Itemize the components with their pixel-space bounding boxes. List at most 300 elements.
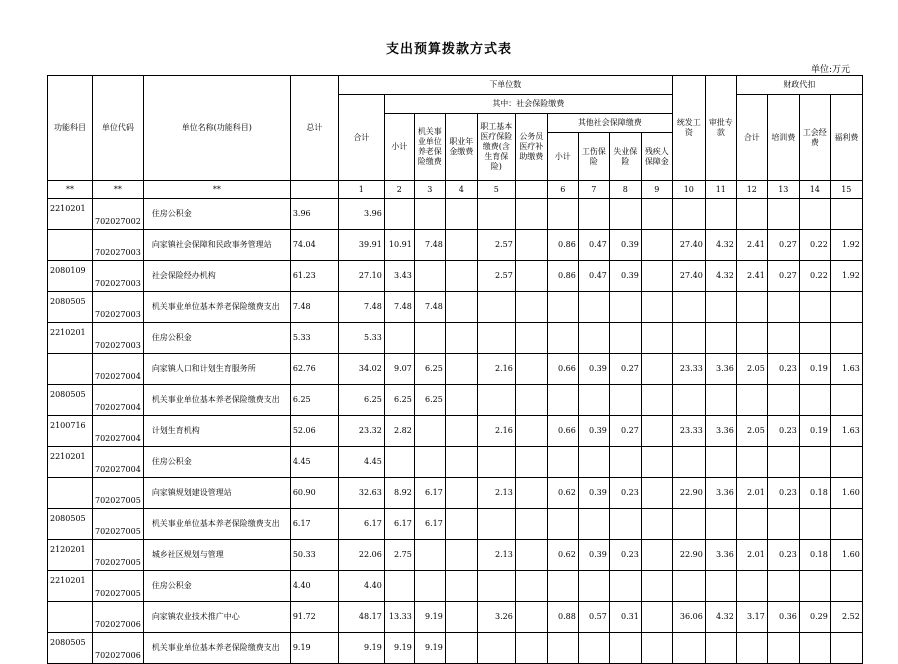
value-cell: 0.39 — [578, 416, 609, 447]
total-cell: 5.33 — [290, 323, 338, 354]
value-cell — [414, 416, 445, 447]
value-cell — [384, 571, 414, 602]
value-cell — [641, 509, 672, 540]
unit-name-cell: 住房公积金 — [143, 323, 290, 354]
table-row — [48, 571, 863, 602]
value-cell — [736, 292, 767, 323]
total-cell: 6.25 — [290, 385, 338, 416]
total-cell: 74.04 — [290, 230, 338, 261]
value-cell: 3.36 — [705, 540, 736, 571]
value-cell: 3.36 — [705, 478, 736, 509]
value-cell: 2.13 — [477, 478, 515, 509]
total-cell: 52.06 — [290, 416, 338, 447]
value-cell — [445, 478, 477, 509]
header-injury: 工伤保险 — [578, 133, 609, 181]
value-cell: 0.62 — [547, 478, 578, 509]
func-subject-cell: 2210201 — [48, 199, 93, 230]
value-cell — [515, 354, 547, 385]
value-cell: 2.13 — [477, 540, 515, 571]
value-cell — [736, 323, 767, 354]
value-cell — [705, 292, 736, 323]
column-number: 11 — [705, 181, 736, 199]
value-cell — [799, 447, 830, 478]
value-cell: 1.92 — [830, 261, 862, 292]
column-number: ** — [48, 181, 93, 199]
value-cell: 0.86 — [547, 230, 578, 261]
unit-name-cell: 城乡社区规划与管理 — [143, 540, 290, 571]
value-cell: 3.43 — [384, 261, 414, 292]
value-cell — [414, 261, 445, 292]
value-cell: 9.19 — [338, 633, 384, 664]
value-cell: 0.27 — [767, 261, 799, 292]
value-cell — [641, 416, 672, 447]
value-cell: 2.16 — [477, 416, 515, 447]
value-cell — [477, 199, 515, 230]
header-disabled: 残疾人保障金 — [641, 133, 672, 181]
value-cell: 0.27 — [767, 230, 799, 261]
header-civil-medical: 公务员医疗补助缴费 — [515, 114, 547, 181]
value-cell — [384, 199, 414, 230]
value-cell — [578, 385, 609, 416]
column-number: 7 — [578, 181, 609, 199]
value-cell: 2.57 — [477, 261, 515, 292]
value-cell: 34.02 — [338, 354, 384, 385]
value-cell — [641, 602, 672, 633]
value-cell: 9.19 — [384, 633, 414, 664]
value-cell — [799, 323, 830, 354]
value-cell: 22.06 — [338, 540, 384, 571]
unit-code-cell: 702027003 — [93, 230, 144, 261]
value-cell — [736, 509, 767, 540]
unit-name-cell: 机关事业单位基本养老保险缴费支出 — [143, 509, 290, 540]
value-cell: 2.52 — [830, 602, 862, 633]
budget-table — [47, 75, 863, 664]
value-cell — [799, 292, 830, 323]
value-cell: 7.48 — [414, 230, 445, 261]
header-fiscal-total: 合计 — [736, 95, 767, 181]
value-cell — [477, 447, 515, 478]
header-welfare: 福利费 — [830, 95, 862, 181]
value-cell: 0.19 — [799, 354, 830, 385]
header-fiscal: 财政代扣 — [736, 76, 862, 95]
value-cell — [477, 385, 515, 416]
value-cell — [705, 571, 736, 602]
unit-code-cell: 702027006 — [93, 633, 144, 664]
value-cell — [515, 540, 547, 571]
value-cell: 4.40 — [338, 571, 384, 602]
value-cell — [672, 292, 705, 323]
value-cell — [445, 199, 477, 230]
value-cell: 4.45 — [338, 447, 384, 478]
value-cell — [445, 633, 477, 664]
value-cell — [515, 385, 547, 416]
value-cell: 2.16 — [477, 354, 515, 385]
value-cell — [515, 323, 547, 354]
unit-name-cell: 向家镇农业技术推广中心 — [143, 602, 290, 633]
value-cell — [767, 292, 799, 323]
total-cell: 4.45 — [290, 447, 338, 478]
value-cell — [830, 323, 862, 354]
value-cell — [578, 447, 609, 478]
value-cell — [547, 447, 578, 478]
value-cell — [767, 509, 799, 540]
unit-code-cell: 702027003 — [93, 261, 144, 292]
value-cell — [445, 447, 477, 478]
value-cell — [736, 447, 767, 478]
column-number: 3 — [414, 181, 445, 199]
value-cell: 1.63 — [830, 416, 862, 447]
value-cell: 27.40 — [672, 261, 705, 292]
value-cell — [767, 571, 799, 602]
value-cell: 22.90 — [672, 478, 705, 509]
value-cell — [830, 199, 862, 230]
unit-label: 单位:万元 — [810, 65, 850, 75]
header-wage: 统发工资 — [672, 76, 705, 181]
value-cell — [799, 509, 830, 540]
value-cell — [477, 571, 515, 602]
page-title: 支出预算拨款方式表 — [385, 42, 512, 57]
value-cell: 6.25 — [414, 354, 445, 385]
value-cell — [609, 633, 641, 664]
unit-code-cell: 702027005 — [93, 540, 144, 571]
value-cell — [830, 509, 862, 540]
value-cell — [705, 509, 736, 540]
unit-name-cell: 社会保险经办机构 — [143, 261, 290, 292]
value-cell: 2.57 — [477, 230, 515, 261]
value-cell — [672, 633, 705, 664]
column-number: ** — [93, 181, 144, 199]
value-cell: 1.92 — [830, 230, 862, 261]
value-cell — [641, 323, 672, 354]
value-cell: 2.41 — [736, 261, 767, 292]
value-cell: 0.88 — [547, 602, 578, 633]
column-number: 8 — [609, 181, 641, 199]
func-subject-cell — [48, 354, 93, 385]
value-cell — [705, 323, 736, 354]
value-cell: 0.31 — [609, 602, 641, 633]
value-cell — [445, 230, 477, 261]
column-number: 6 — [547, 181, 578, 199]
column-number: 13 — [767, 181, 799, 199]
value-cell — [672, 199, 705, 230]
value-cell: 0.27 — [609, 354, 641, 385]
total-cell: 4.40 — [290, 571, 338, 602]
value-cell — [609, 323, 641, 354]
value-cell — [672, 571, 705, 602]
value-cell — [477, 633, 515, 664]
value-cell: 0.18 — [799, 478, 830, 509]
value-cell — [799, 571, 830, 602]
func-subject-cell: 2120201 — [48, 540, 93, 571]
value-cell — [547, 633, 578, 664]
value-cell: 13.33 — [384, 602, 414, 633]
unit-code-cell: 702027002 — [93, 199, 144, 230]
header-other-ss: 其他社会保障缴费 — [547, 114, 672, 133]
value-cell: 8.92 — [384, 478, 414, 509]
value-cell — [767, 199, 799, 230]
column-number: ** — [143, 181, 290, 199]
column-number: 15 — [830, 181, 862, 199]
value-cell — [547, 571, 578, 602]
total-cell: 50.33 — [290, 540, 338, 571]
value-cell — [445, 292, 477, 323]
value-cell — [641, 230, 672, 261]
value-cell: 0.36 — [767, 602, 799, 633]
value-cell: 4.32 — [705, 261, 736, 292]
value-cell: 0.29 — [799, 602, 830, 633]
unit-code-cell: 702027004 — [93, 416, 144, 447]
unit-code-cell: 702027005 — [93, 571, 144, 602]
total-cell: 7.48 — [290, 292, 338, 323]
unit-code-cell: 702027003 — [93, 292, 144, 323]
table-row — [48, 323, 863, 354]
value-cell — [641, 571, 672, 602]
value-cell: 6.17 — [338, 509, 384, 540]
value-cell — [445, 261, 477, 292]
value-cell: 2.41 — [736, 230, 767, 261]
header-func-subject: 功能科目 — [48, 76, 93, 181]
func-subject-cell: 2100716 — [48, 416, 93, 447]
total-cell: 6.17 — [290, 509, 338, 540]
header-union: 工会经费 — [799, 95, 830, 181]
unit-name-cell: 机关事业单位基本养老保险缴费支出 — [143, 292, 290, 323]
column-number: 9 — [641, 181, 672, 199]
value-cell: 4.32 — [705, 602, 736, 633]
table-row — [48, 447, 863, 478]
value-cell — [547, 199, 578, 230]
header-total: 总计 — [290, 76, 338, 181]
value-cell: 0.47 — [578, 230, 609, 261]
value-cell — [830, 571, 862, 602]
value-cell — [705, 633, 736, 664]
value-cell — [414, 540, 445, 571]
value-cell — [705, 447, 736, 478]
header-ss-subtotal: 小计 — [384, 114, 414, 181]
value-cell — [641, 292, 672, 323]
value-cell — [445, 323, 477, 354]
value-cell — [445, 540, 477, 571]
value-cell — [799, 633, 830, 664]
value-cell: 22.90 — [672, 540, 705, 571]
value-cell — [547, 509, 578, 540]
value-cell: 0.86 — [547, 261, 578, 292]
value-cell — [767, 633, 799, 664]
header-medical: 职工基本医疗保险缴费(含生育保险) — [477, 114, 515, 181]
value-cell — [414, 323, 445, 354]
table-row — [48, 633, 863, 664]
value-cell — [767, 323, 799, 354]
value-cell: 2.05 — [736, 416, 767, 447]
value-cell — [515, 416, 547, 447]
value-cell: 0.57 — [578, 602, 609, 633]
value-cell: 23.33 — [672, 416, 705, 447]
value-cell — [578, 633, 609, 664]
header-other-subtotal: 小计 — [547, 133, 578, 181]
value-cell: 10.91 — [384, 230, 414, 261]
table-row — [48, 540, 863, 571]
value-cell — [477, 509, 515, 540]
value-cell: 0.23 — [767, 478, 799, 509]
func-subject-cell: 2080505 — [48, 385, 93, 416]
header-unit-name: 单位名称(功能科目) — [143, 76, 290, 181]
value-cell — [736, 571, 767, 602]
value-cell: 0.62 — [547, 540, 578, 571]
func-subject-cell: 2210201 — [48, 447, 93, 478]
value-cell: 23.32 — [338, 416, 384, 447]
column-number: 5 — [477, 181, 515, 199]
value-cell — [515, 261, 547, 292]
unit-name-cell: 计划生育机构 — [143, 416, 290, 447]
value-cell: 4.32 — [705, 230, 736, 261]
value-cell — [609, 571, 641, 602]
value-cell — [578, 199, 609, 230]
table-row — [48, 478, 863, 509]
header-training: 培训费 — [767, 95, 799, 181]
value-cell — [641, 385, 672, 416]
value-cell — [547, 323, 578, 354]
func-subject-cell: 2210201 — [48, 323, 93, 354]
value-cell — [445, 602, 477, 633]
value-cell: 0.22 — [799, 230, 830, 261]
value-cell — [705, 199, 736, 230]
unit-name-cell: 住房公积金 — [143, 447, 290, 478]
table-row — [48, 292, 863, 323]
func-subject-cell: 2080505 — [48, 633, 93, 664]
value-cell: 3.36 — [705, 416, 736, 447]
value-cell — [609, 509, 641, 540]
unit-name-cell: 向家镇人口和计划生育服务所 — [143, 354, 290, 385]
value-cell: 2.05 — [736, 354, 767, 385]
value-cell — [445, 416, 477, 447]
column-number: 2 — [384, 181, 414, 199]
table-row — [48, 230, 863, 261]
value-cell: 3.36 — [705, 354, 736, 385]
value-cell: 0.23 — [609, 540, 641, 571]
value-cell: 6.25 — [384, 385, 414, 416]
value-cell: 0.39 — [578, 540, 609, 571]
value-cell — [445, 571, 477, 602]
unit-name-cell: 向家镇规划建设管理站 — [143, 478, 290, 509]
value-cell — [641, 633, 672, 664]
value-cell — [578, 292, 609, 323]
value-cell — [384, 323, 414, 354]
column-number — [290, 181, 338, 199]
value-cell — [736, 633, 767, 664]
value-cell — [547, 292, 578, 323]
value-cell: 9.19 — [414, 633, 445, 664]
unit-name-cell: 向家镇社会保障和民政事务管理站 — [143, 230, 290, 261]
value-cell: 1.60 — [830, 540, 862, 571]
value-cell: 3.17 — [736, 602, 767, 633]
value-cell: 27.40 — [672, 230, 705, 261]
header-annuity: 职业年金缴费 — [445, 114, 477, 181]
value-cell — [641, 261, 672, 292]
unit-name-cell: 机关事业单位基本养老保险缴费支出 — [143, 633, 290, 664]
unit-code-cell: 702027004 — [93, 354, 144, 385]
func-subject-cell — [48, 602, 93, 633]
value-cell: 2.01 — [736, 540, 767, 571]
value-cell: 0.18 — [799, 540, 830, 571]
table-row — [48, 602, 863, 633]
value-cell: 7.48 — [384, 292, 414, 323]
table-row — [48, 416, 863, 447]
func-subject-cell: 2080505 — [48, 509, 93, 540]
value-cell: 39.91 — [338, 230, 384, 261]
value-cell — [641, 199, 672, 230]
value-cell — [830, 447, 862, 478]
value-cell: 9.19 — [414, 602, 445, 633]
value-cell — [515, 199, 547, 230]
value-cell: 6.25 — [338, 385, 384, 416]
unit-name-cell: 住房公积金 — [143, 199, 290, 230]
func-subject-cell: 2080109 — [48, 261, 93, 292]
value-cell: 0.23 — [767, 540, 799, 571]
value-cell — [414, 199, 445, 230]
value-cell — [578, 509, 609, 540]
value-cell: 9.07 — [384, 354, 414, 385]
header-subtotal-total: 合计 — [338, 95, 384, 181]
value-cell — [641, 478, 672, 509]
value-cell: 0.39 — [609, 261, 641, 292]
table-row — [48, 261, 863, 292]
value-cell — [641, 354, 672, 385]
unit-code-cell: 702027004 — [93, 447, 144, 478]
value-cell — [384, 447, 414, 478]
value-cell — [515, 292, 547, 323]
table-row — [48, 354, 863, 385]
unit-code-cell: 702027005 — [93, 478, 144, 509]
value-cell — [799, 385, 830, 416]
value-cell — [641, 447, 672, 478]
value-cell — [609, 385, 641, 416]
value-cell: 0.23 — [767, 416, 799, 447]
value-cell: 1.60 — [830, 478, 862, 509]
column-number: 1 — [338, 181, 384, 199]
value-cell — [736, 199, 767, 230]
value-cell — [445, 385, 477, 416]
value-cell: 0.66 — [547, 354, 578, 385]
column-number-row — [48, 181, 863, 199]
func-subject-cell — [48, 478, 93, 509]
value-cell — [477, 323, 515, 354]
value-cell — [672, 509, 705, 540]
value-cell: 0.39 — [578, 478, 609, 509]
value-cell — [515, 571, 547, 602]
value-cell: 5.33 — [338, 323, 384, 354]
value-cell: 6.17 — [414, 509, 445, 540]
column-number: 14 — [799, 181, 830, 199]
value-cell: 6.17 — [384, 509, 414, 540]
value-cell — [609, 447, 641, 478]
column-number — [515, 181, 547, 199]
value-cell — [515, 602, 547, 633]
value-cell — [547, 385, 578, 416]
value-cell: 2.01 — [736, 478, 767, 509]
value-cell — [414, 571, 445, 602]
value-cell — [515, 509, 547, 540]
value-cell: 6.17 — [414, 478, 445, 509]
column-number: 10 — [672, 181, 705, 199]
header-unemployment: 失业保险 — [609, 133, 641, 181]
total-cell: 9.19 — [290, 633, 338, 664]
value-cell: 0.39 — [578, 354, 609, 385]
table-row — [48, 385, 863, 416]
total-cell: 62.76 — [290, 354, 338, 385]
value-cell: 7.48 — [338, 292, 384, 323]
value-cell — [445, 354, 477, 385]
value-cell: 7.48 — [414, 292, 445, 323]
value-cell — [672, 447, 705, 478]
